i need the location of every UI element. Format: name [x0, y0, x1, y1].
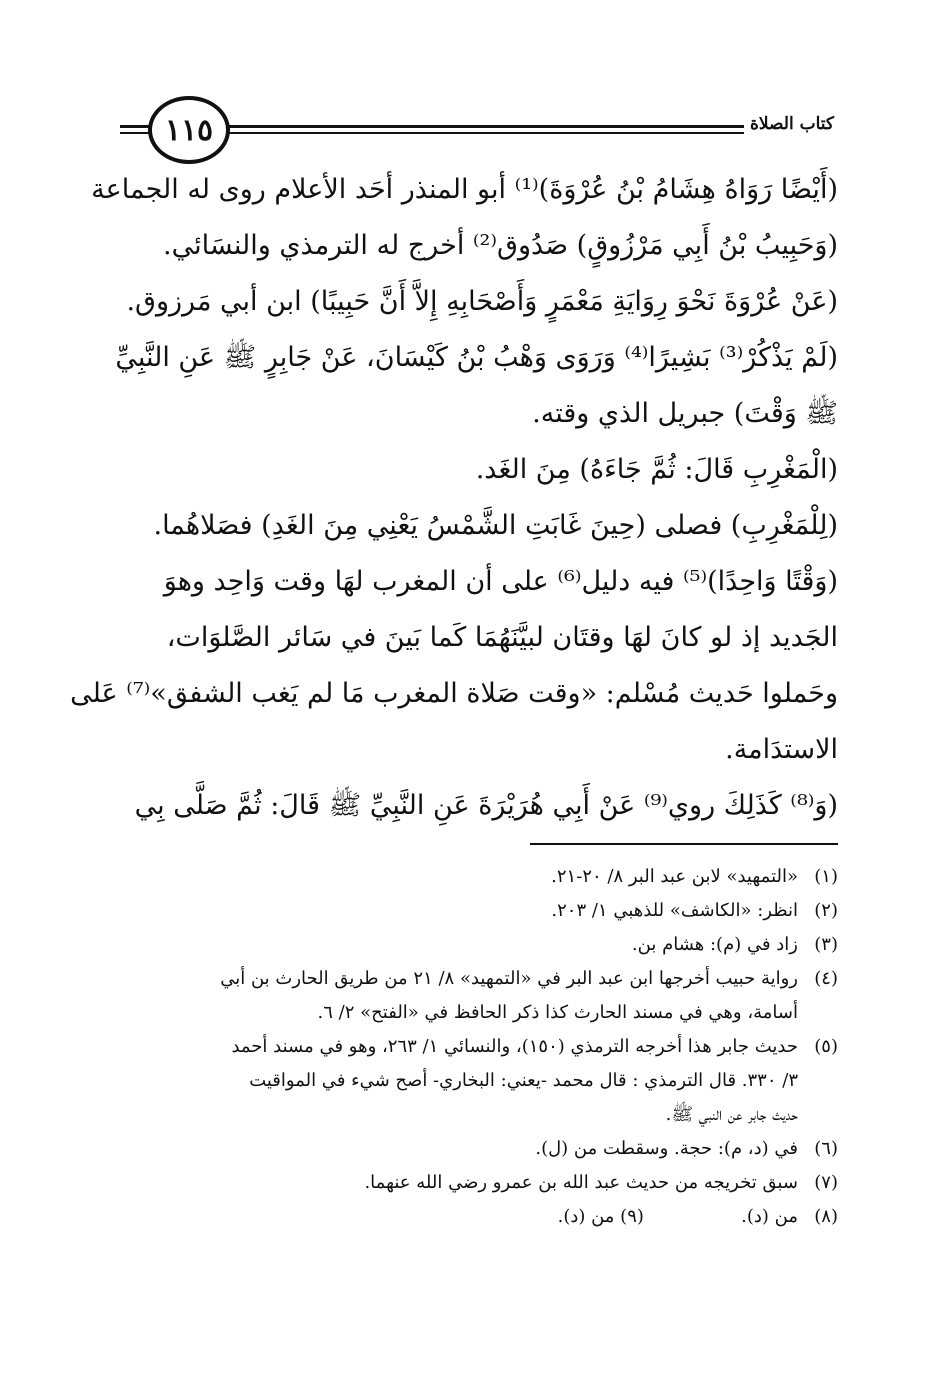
- text-line: (الْمَغْرِبِ قَالَ: ثُمَّ جَاءَهُ) مِنَ الغَد.: [475, 454, 838, 485]
- footnote-text: حديث جابر هذا أخرجه الترمذي (١٥٠)، والنسائي ١/ ٢٦٣، وهو في مسند أحمد: [231, 1036, 798, 1057]
- footnote-number: (٢): [814, 900, 838, 921]
- footnote-separator: [530, 843, 838, 845]
- footnote-number: [798, 1098, 838, 1132]
- footnote-number: (٤): [814, 968, 838, 989]
- footnote-text: رواية حبيب أخرجها ابن عبد البر في «التمهيد» ٨/ ٢١ من طريق الحارث بن أبي: [220, 968, 798, 989]
- footnote-text: انظر: «الكاشف» للذهبي ١/ ٢٠٣.: [551, 900, 798, 921]
- footnote-number: [798, 996, 838, 1030]
- footnote: [120, 860, 838, 894]
- footnote-number: (٦): [814, 1138, 838, 1159]
- footnote-number: (١): [814, 866, 838, 887]
- text-line: (وَقْتًا وَاحِدًا)⁽⁵⁾ فيه دليل⁽⁶⁾ على أن المغرب لهَا وقت وَاحِد وهوَ: [163, 566, 838, 597]
- main-text: [70, 162, 838, 834]
- running-title: كتاب الصلاة: [744, 114, 840, 134]
- footnotes: [120, 860, 838, 1234]
- text-line: (وَحَبِيبُ بْنُ أَبِي مَرْزُوقٍ) صَدُوق⁽²⁾ أخرج له الترمذي والنسَائي.: [162, 230, 838, 261]
- text-line: الاستدَامة.: [725, 734, 838, 765]
- footnote-number: (٧): [814, 1172, 838, 1193]
- footnote-text: حديث جابر عن النبي ﷺ.: [665, 1104, 798, 1125]
- text-line: (لَمْ يَذْكُرْ⁽³⁾ بَشِيرًا⁽⁴⁾ وَرَوَى وَهْبُ بْنُ كَيْسَانَ، عَنْ جَابِرٍ ﷺ عَنِ النَّبِيِّ: [115, 342, 838, 373]
- page-number-badge: [148, 96, 230, 164]
- footnote-number: (٥): [814, 1036, 838, 1057]
- footnote-number: (٣): [814, 934, 838, 955]
- text-line: (أَيْضًا رَوَاهُ هِشَامُ بْنُ عُرْوَةَ)⁽¹⁾ أبو المنذر أحَد الأعلام روى له الجماعة: [91, 174, 838, 205]
- footnote: [120, 1200, 838, 1234]
- footnote-text: في (د، م): حجة. وسقطت من (ل).: [535, 1138, 798, 1159]
- text-line: (وَ⁽⁸⁾ كَذَلِكَ روي⁽⁹⁾ عَنْ أَبِي هُرَيْرَةَ عَنِ النَّبِيِّ ﷺ قَالَ: ثُمَّ صَلَّى بِي: [134, 790, 838, 821]
- footnote-text: ٣/ ٣٣٠. قال الترمذي : قال محمد -يعني: البخاري- أصح شيء في المواقيت: [249, 1070, 798, 1091]
- text-line: الجَديد إذ لو كانَ لهَا وقتَان لبيَّنَهُمَا كَما بَينَ في سَائر الصَّلوَات،: [166, 622, 838, 653]
- footnote-continuation: [120, 1064, 838, 1098]
- footnote: [120, 1030, 838, 1064]
- footnote-text: سبق تخريجه من حديث عبد الله بن عمرو رضي الله عنهما.: [364, 1172, 798, 1193]
- footnote: [120, 894, 838, 928]
- text-line: ﷺ وَقْتَ) جبريل الذي وقته.: [532, 398, 838, 429]
- footnote-text: من (د). (٩) من (د).: [557, 1206, 798, 1227]
- text-line: وحَملوا حَديث مُسْلم: «وقت صَلاة المغرب مَا لم يَغب الشفق»⁽⁷⁾ عَلى: [70, 678, 838, 709]
- footnote: [120, 928, 838, 962]
- footnote-continuation: [120, 996, 838, 1030]
- text-line: (لِلْمَغْرِبِ) فصلى (حِينَ غَابَتِ الشَّمْسُ يَعْنِي مِنَ الغَدِ) فصَلاهُما.: [153, 510, 838, 541]
- footnote: [120, 962, 838, 996]
- footnote-number: [798, 1064, 838, 1098]
- footnote: [120, 1132, 838, 1166]
- footnote-text: زاد في (م): هشام بن.: [631, 934, 798, 955]
- footnote-text: أسامة، وهي في مسند الحارث كذا ذكر الحافظ في «الفتح» ٢/ ٦.: [317, 1002, 798, 1023]
- text-line: (عَنْ عُرْوَةَ نَحْوَ رِوَايَةِ مَعْمَرٍ وَأَصْحَابِهِ إِلاَّ أَنَّ حَبِيبًا) ابن أبي مَرزوق.: [126, 286, 838, 317]
- footnote: [120, 1166, 838, 1200]
- page-number: ١١٥: [164, 112, 214, 148]
- footnote-number: (٨): [814, 1206, 838, 1227]
- footnote-continuation: [120, 1098, 838, 1132]
- footnote-text: «التمهيد» لابن عبد البر ٨/ ٢٠-٢١.: [551, 866, 798, 887]
